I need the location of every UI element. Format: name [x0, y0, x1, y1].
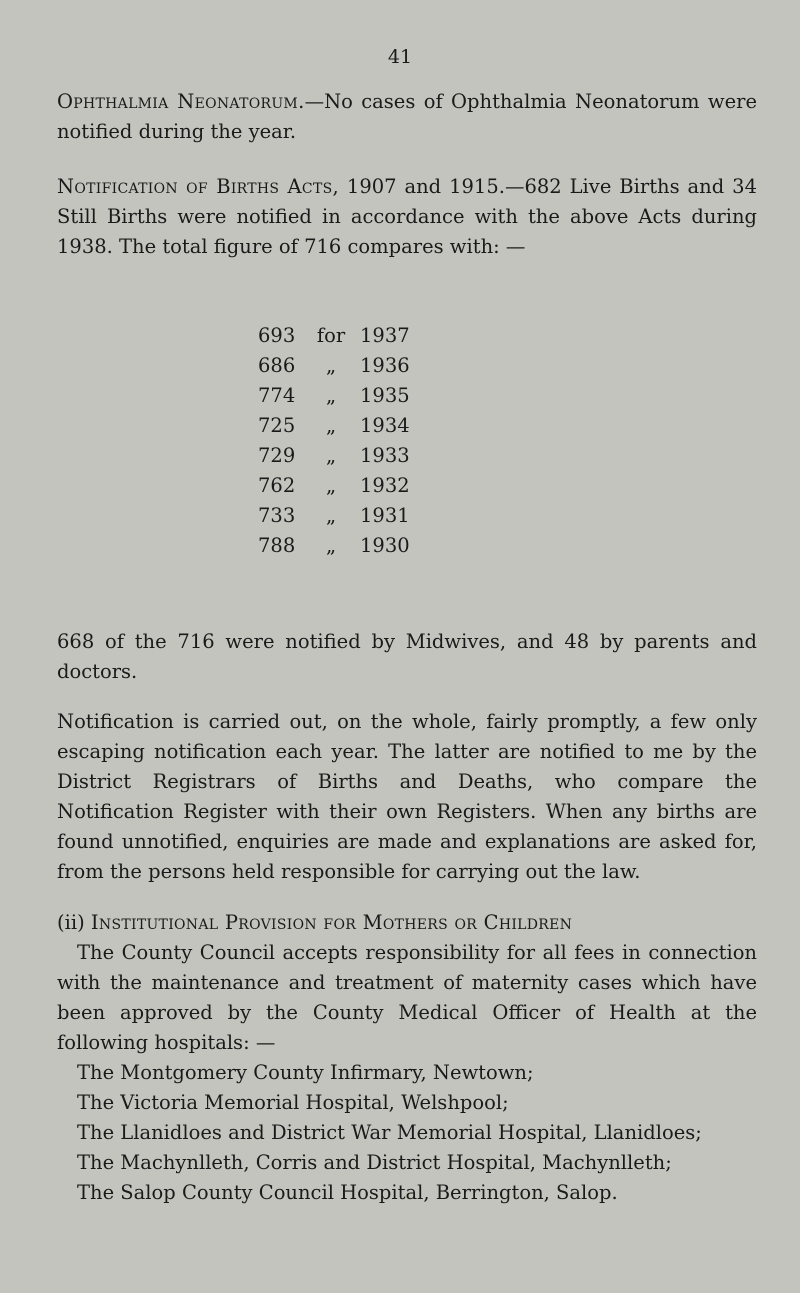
- births-year: 1932: [360, 474, 410, 497]
- births-year: 1935: [360, 384, 410, 407]
- ditto-mark: „: [325, 504, 337, 527]
- births-year: 1934: [360, 414, 410, 437]
- births-count: 788: [258, 534, 296, 557]
- notification-of-births-heading: Notification of Births Acts,: [57, 175, 339, 198]
- table-row: [258, 411, 420, 441]
- page-number: 41: [387, 46, 413, 68]
- notification-of-births-text: 1907 and 1915.—682 Live Births and 34 Still Births were notified in accordance with the above Acts during 1938. The total figure of 716 compares with: —: [57, 175, 757, 258]
- section-number: (ii): [57, 911, 85, 934]
- births-comparison-table: [258, 321, 420, 561]
- births-count: 725: [258, 414, 296, 437]
- births-count: 733: [258, 504, 296, 527]
- births-count: 774: [258, 384, 296, 407]
- ophthalmia-heading: Ophthalmia Neonatorum.: [57, 90, 305, 113]
- list-item: The Llanidloes and District War Memorial Hospital, Llanidloes;: [77, 1121, 702, 1144]
- institutional-provision-text: The County Council accepts responsibility for all fees in connection with the maintenance and treatment of maternity cases which have been approved by the County Medical Officer of Health at the following hospitals: —: [57, 941, 757, 1054]
- table-row: [258, 321, 420, 351]
- births-year: 1937: [360, 324, 410, 347]
- ditto-mark: „: [325, 414, 337, 437]
- births-year: 1931: [360, 504, 410, 527]
- births-year: 1930: [360, 534, 410, 557]
- hospital-list: [57, 1058, 757, 1208]
- table-row: [258, 381, 420, 411]
- table-row: [258, 501, 420, 531]
- notification-of-births-paragraph: [57, 172, 757, 262]
- list-item: The Victoria Memorial Hospital, Welshpool;: [77, 1091, 509, 1114]
- table-row: [258, 351, 420, 381]
- ditto-mark: „: [325, 534, 337, 557]
- section-title: Institutional Provision for Mothers or Children: [90, 911, 573, 934]
- ophthalmia-text: —No cases of Ophthalmia Neonatorum were notified during the year.: [57, 90, 757, 143]
- list-item: The Machynlleth, Corris and District Hospital, Machynlleth;: [77, 1151, 672, 1174]
- births-count: 729: [258, 444, 296, 467]
- births-year: 1933: [360, 444, 410, 467]
- ditto-mark: „: [325, 444, 337, 467]
- midwives-paragraph: 668 of the 716 were notified by Midwives, and 48 by parents and doctors.: [57, 630, 757, 683]
- table-row: [258, 471, 420, 501]
- institutional-provision-heading: [57, 908, 757, 938]
- ditto-mark: „: [325, 474, 337, 497]
- ophthalmia-paragraph: [57, 87, 757, 147]
- births-year: 1936: [360, 354, 410, 377]
- births-count: 762: [258, 474, 296, 497]
- notification-process-paragraph: Notification is carried out, on the whole, fairly promptly, a few only escaping notification each year. The latter are notified to me by the District Registrars of Births and Deaths, who compare the Notification Register with their own Registers. When any births are found unnotified, enquiries are made and explanations are asked for, from the persons held responsible for carrying out the law.: [57, 710, 757, 883]
- list-item: The Montgomery County Infirmary, Newtown;: [77, 1061, 534, 1084]
- births-count: 693: [258, 324, 296, 347]
- for-label: for: [316, 324, 346, 347]
- table-row: [258, 531, 420, 561]
- list-item: The Salop County Council Hospital, Berrington, Salop.: [77, 1181, 618, 1204]
- births-count: 686: [258, 354, 296, 377]
- ditto-mark: „: [325, 384, 337, 407]
- table-row: [258, 441, 420, 471]
- ditto-mark: „: [325, 354, 337, 377]
